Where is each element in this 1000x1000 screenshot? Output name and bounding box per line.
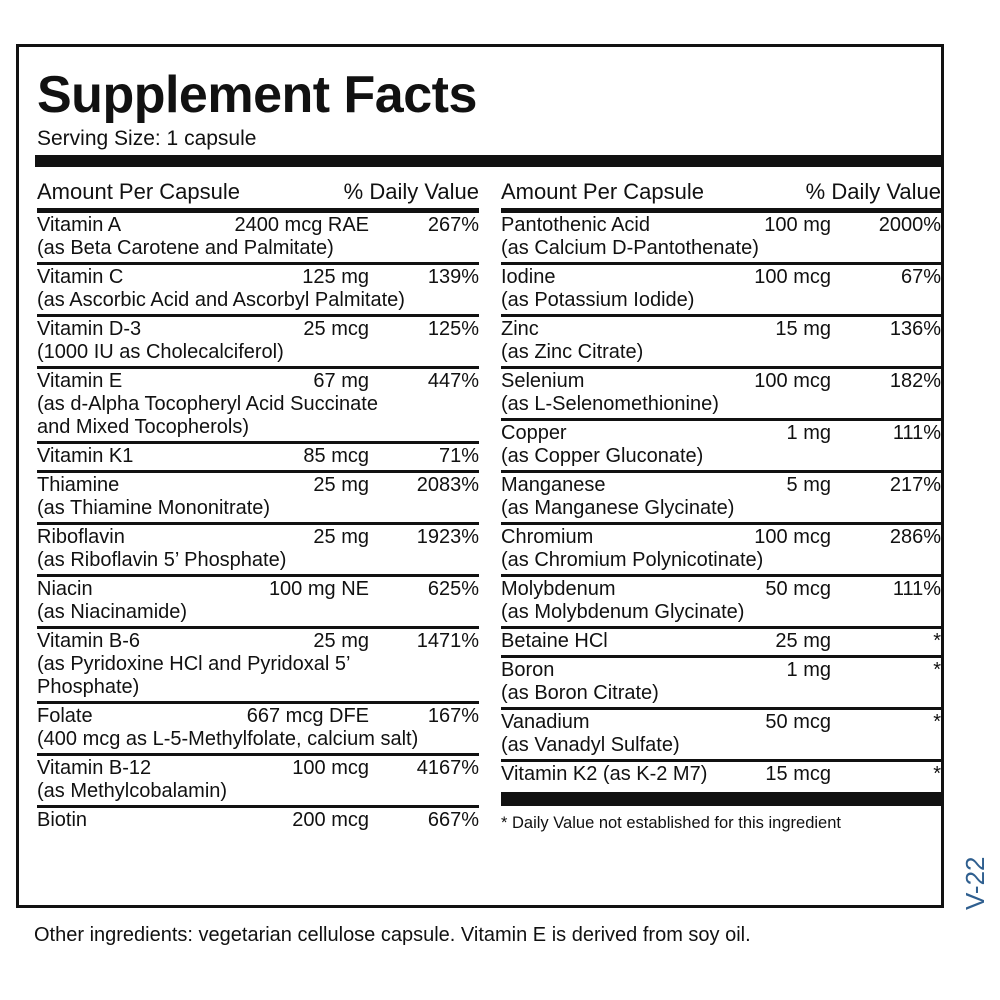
- left-column: [37, 177, 479, 834]
- nutrient-main-line: [501, 370, 941, 393]
- nutrient-name: Vitamin K1: [37, 445, 134, 467]
- nutrient-row: [501, 265, 941, 317]
- nutrient-source: (as d-Alpha Tocopheryl Acid Succinate: [37, 393, 378, 415]
- nutrient-row: [37, 444, 479, 473]
- nutrient-main-line: [37, 630, 479, 653]
- amount-header: Amount Per Capsule: [501, 179, 704, 204]
- nutrient-source: (as Ascorbic Acid and Ascorbyl Palmitate): [37, 289, 405, 311]
- footnote: * Daily Value not established for this ingredient: [501, 814, 841, 832]
- supplement-facts-panel: [16, 44, 944, 908]
- nutrient-main-line: [37, 266, 479, 289]
- nutrient-row: [37, 213, 479, 265]
- nutrient-amount: 100 mg NE: [268, 578, 369, 600]
- nutrient-row: [501, 317, 941, 369]
- panel-title: Supplement Facts: [37, 66, 477, 124]
- nutrient-source: (as Copper Gluconate): [501, 445, 704, 467]
- nutrient-name: Vitamin B-12: [37, 757, 152, 779]
- nutrient-main-line: [501, 578, 941, 601]
- nutrient-source: (as Calcium D-Pantothenate): [501, 237, 759, 259]
- nutrient-source: (as Potassium Iodide): [501, 289, 695, 311]
- nutrient-name: Vitamin K2 (as K-2 M7): [501, 763, 708, 785]
- nutrient-name: Biotin: [37, 809, 88, 831]
- nutrient-name: Thiamine: [37, 474, 120, 496]
- nutrient-name: Vitamin A: [37, 214, 122, 236]
- nutrient-row: [37, 525, 479, 577]
- nutrient-daily-value: 125%: [427, 318, 479, 340]
- nutrient-amount: 1 mg: [786, 422, 831, 444]
- nutrient-name: Vitamin C: [37, 266, 124, 288]
- nutrient-source: (as Riboflavin 5’ Phosphate): [37, 549, 287, 571]
- nutrient-main-line: [37, 578, 479, 601]
- nutrient-daily-value: 4167%: [416, 757, 479, 779]
- nutrient-daily-value: 2083%: [416, 474, 479, 496]
- nutrient-row: [501, 473, 941, 525]
- nutrient-daily-value: 67%: [900, 266, 941, 288]
- nutrient-main-line: [37, 526, 479, 549]
- nutrient-amount: 85 mcg: [303, 445, 369, 467]
- nutrient-name: Molybdenum: [501, 578, 616, 600]
- nutrient-source: (as Zinc Citrate): [501, 341, 644, 363]
- nutrient-row: [501, 658, 941, 710]
- nutrient-main-line: [501, 763, 941, 786]
- product-code: V-22: [960, 856, 990, 910]
- nutrient-main-line: [37, 318, 479, 341]
- right-nutrient-list: [501, 213, 941, 788]
- nutrient-daily-value: *: [933, 711, 941, 733]
- footer-divider: [501, 792, 941, 806]
- nutrient-row: [501, 710, 941, 762]
- nutrient-amount: 25 mg: [313, 630, 369, 652]
- nutrient-main-line: [501, 711, 941, 734]
- right-column: [501, 177, 941, 834]
- nutrient-source: (as Boron Citrate): [501, 682, 659, 704]
- nutrient-daily-value: 286%: [889, 526, 941, 548]
- nutrient-source: (400 mcg as L-5-Methylfolate, calcium salt): [37, 728, 419, 750]
- nutrient-daily-value: 139%: [427, 266, 479, 288]
- nutrient-name: Iodine: [501, 266, 556, 288]
- nutrient-name: Folate: [37, 705, 93, 727]
- nutrient-daily-value: 217%: [889, 474, 941, 496]
- other-ingredients: Other ingredients: vegetarian cellulose capsule. Vitamin E is derived from soy oil.: [34, 924, 751, 946]
- header-divider: [35, 155, 941, 167]
- nutrient-main-line: [501, 659, 941, 682]
- nutrient-row: [37, 317, 479, 369]
- nutrient-row: [37, 808, 479, 834]
- nutrient-main-line: [37, 370, 479, 393]
- nutrient-row: [37, 629, 479, 704]
- nutrient-amount: 100 mcg: [754, 526, 831, 548]
- nutrient-row: [501, 369, 941, 421]
- nutrient-name: Boron: [501, 659, 555, 681]
- nutrient-name: Pantothenic Acid: [501, 214, 650, 236]
- nutrient-row: [37, 577, 479, 629]
- nutrient-daily-value: 1471%: [416, 630, 479, 652]
- nutrient-main-line: [501, 214, 941, 237]
- nutrient-source: (as Molybdenum Glycinate): [501, 601, 745, 623]
- daily-value-header: % Daily Value: [343, 179, 479, 204]
- nutrient-source: Phosphate): [37, 676, 140, 698]
- nutrient-source: (as Methylcobalamin): [37, 780, 228, 802]
- nutrient-daily-value: 667%: [427, 809, 479, 831]
- nutrient-source: (as Chromium Polynicotinate): [501, 549, 764, 571]
- nutrient-daily-value: *: [933, 763, 941, 785]
- nutrient-daily-value: *: [933, 659, 941, 681]
- nutrient-main-line: [501, 630, 941, 653]
- nutrient-row: [37, 756, 479, 808]
- nutrient-source: (as Beta Carotene and Palmitate): [37, 237, 334, 259]
- nutrient-main-line: [501, 422, 941, 445]
- nutrient-row: [501, 629, 941, 658]
- nutrient-row: [37, 369, 479, 444]
- column-header: [501, 177, 941, 207]
- nutrient-daily-value: 111%: [892, 422, 941, 444]
- nutrient-daily-value: 1923%: [416, 526, 479, 548]
- nutrient-amount: 25 mg: [313, 474, 369, 496]
- left-nutrient-list: [37, 213, 479, 834]
- nutrient-main-line: [37, 809, 479, 832]
- nutrient-source: (as Manganese Glycinate): [501, 497, 735, 519]
- nutrient-daily-value: 447%: [427, 370, 479, 392]
- nutrient-daily-value: 2000%: [878, 214, 941, 236]
- nutrient-row: [501, 421, 941, 473]
- daily-value-header: % Daily Value: [805, 179, 941, 204]
- nutrient-amount: 200 mcg: [292, 809, 369, 831]
- nutrient-name: Vitamin E: [37, 370, 123, 392]
- nutrient-source: (as Niacinamide): [37, 601, 188, 623]
- nutrient-name: Copper: [501, 422, 567, 444]
- nutrient-amount: 15 mg: [775, 318, 831, 340]
- nutrient-daily-value: 167%: [427, 705, 479, 727]
- nutrient-amount: 50 mcg: [765, 578, 831, 600]
- nutrient-row: [501, 213, 941, 265]
- nutrient-amount: 100 mcg: [754, 370, 831, 392]
- nutrient-amount: 100 mcg: [754, 266, 831, 288]
- nutrient-name: Selenium: [501, 370, 585, 392]
- nutrient-source: and Mixed Tocopherols): [37, 416, 249, 438]
- nutrient-amount: 25 mcg: [303, 318, 369, 340]
- nutrient-main-line: [501, 318, 941, 341]
- nutrient-daily-value: 71%: [438, 445, 479, 467]
- nutrient-main-line: [37, 445, 479, 468]
- nutrient-name: Chromium: [501, 526, 594, 548]
- nutrient-main-line: [37, 757, 479, 780]
- nutrient-amount: 100 mcg: [292, 757, 369, 779]
- nutrient-amount: 2400 mcg RAE: [234, 214, 369, 236]
- nutrient-name: Zinc: [501, 318, 539, 340]
- nutrient-row: [501, 525, 941, 577]
- nutrient-main-line: [37, 214, 479, 237]
- nutrient-amount: 667 mcg DFE: [246, 705, 369, 727]
- nutrient-amount: 125 mg: [302, 266, 369, 288]
- nutrient-name: Manganese: [501, 474, 606, 496]
- column-header: [37, 177, 479, 207]
- nutrient-source: (as Vanadyl Sulfate): [501, 734, 680, 756]
- nutrient-daily-value: 136%: [889, 318, 941, 340]
- nutrient-name: Riboflavin: [37, 526, 125, 548]
- nutrient-source: (1000 IU as Cholecalciferol): [37, 341, 284, 363]
- nutrient-daily-value: 267%: [427, 214, 479, 236]
- nutrient-amount: 5 mg: [786, 474, 831, 496]
- nutrient-amount: 1 mg: [786, 659, 831, 681]
- nutrient-main-line: [37, 474, 479, 497]
- nutrient-row: [501, 762, 941, 788]
- nutrient-amount: 100 mg: [764, 214, 831, 236]
- nutrient-daily-value: 111%: [892, 578, 941, 600]
- nutrient-amount: 50 mcg: [765, 711, 831, 733]
- nutrient-row: [501, 577, 941, 629]
- nutrient-main-line: [501, 266, 941, 289]
- serving-size: Serving Size: 1 capsule: [37, 127, 257, 150]
- nutrient-row: [37, 265, 479, 317]
- nutrient-daily-value: *: [933, 630, 941, 652]
- nutrient-row: [37, 473, 479, 525]
- nutrient-row: [37, 704, 479, 756]
- nutrient-daily-value: 625%: [427, 578, 479, 600]
- nutrient-amount: 67 mg: [313, 370, 369, 392]
- nutrient-main-line: [37, 705, 479, 728]
- nutrient-source: (as L-Selenomethionine): [501, 393, 719, 415]
- nutrient-name: Vitamin D-3: [37, 318, 142, 340]
- nutrient-name: Betaine HCl: [501, 630, 608, 652]
- nutrient-main-line: [501, 526, 941, 549]
- nutrient-name: Niacin: [37, 578, 93, 600]
- amount-header: Amount Per Capsule: [37, 179, 240, 204]
- nutrient-amount: 25 mg: [313, 526, 369, 548]
- nutrient-source: (as Thiamine Mononitrate): [37, 497, 271, 519]
- nutrient-amount: 25 mg: [775, 630, 831, 652]
- nutrient-daily-value: 182%: [889, 370, 941, 392]
- nutrient-main-line: [501, 474, 941, 497]
- nutrient-name: Vitamin B-6: [37, 630, 141, 652]
- nutrient-amount: 15 mcg: [765, 763, 831, 785]
- nutrient-name: Vanadium: [501, 711, 590, 733]
- nutrient-source: (as Pyridoxine HCl and Pyridoxal 5’: [37, 653, 351, 675]
